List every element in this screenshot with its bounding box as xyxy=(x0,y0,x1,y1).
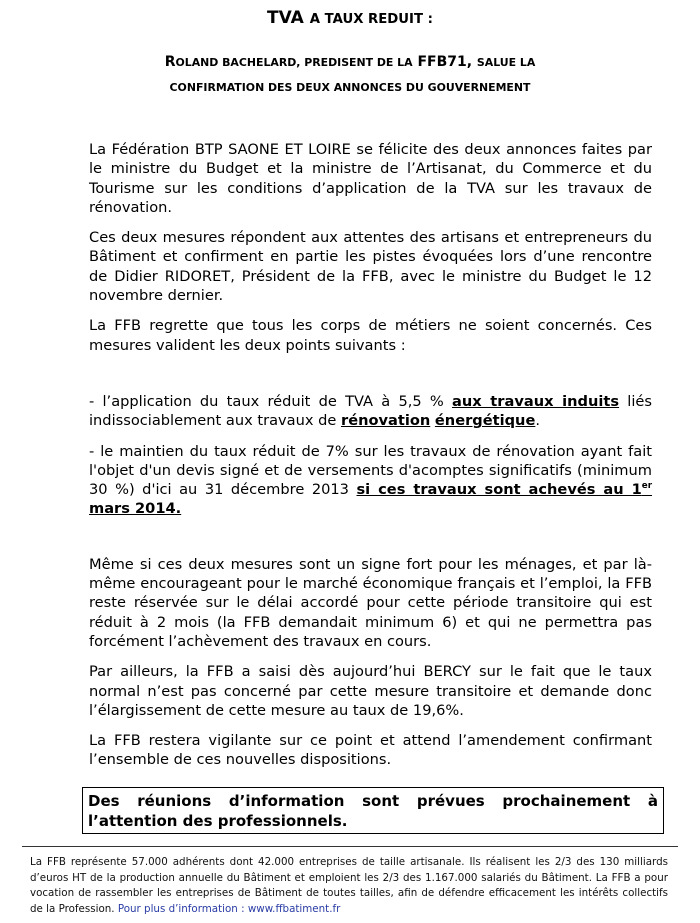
paragraph-measures: Ces deux mesures répondent aux attentes des artisans et entrepreneurs du Bâtiment et confirment en partie les pistes évoquées lors d’une rencontre de Didier RIDORET, Président de la FFB, avec le ministre du Budget le 12 novembre dernier. xyxy=(89,229,652,305)
info-box xyxy=(82,787,664,834)
footer-link[interactable]: Pour plus d’information : www.ffbatiment.fr xyxy=(117,902,341,915)
footer xyxy=(30,855,668,917)
document-subtitle xyxy=(0,50,700,100)
title-tva: TVA xyxy=(267,8,304,28)
list-item-1: - l’application du taux réduit de TVA à 5,5 % aux travaux induits liés indissociablement aux travaux de rénovation énergétique. xyxy=(89,392,652,430)
paragraph-reserve: Même si ces deux mesures sont un signe fort pour les ménages, et par là-même encourageant pour le marché économique français et l’emploi, la FFB reste réservée sur le délai accordé pour cette période transitoire qui est réduit à 2 mois (la FFB demandait minimum 6) et qui ne permettra pas forcément l’achèvement des travaux en cours. xyxy=(89,555,652,650)
paragraph-regret: La FFB regrette que tous les corps de métiers ne soient concernés. Ces mesures valident les deux points suivants : xyxy=(89,317,652,354)
paragraph-intro: La Fédération BTP SAONE ET LOIRE se félicite des deux annonces faites par le ministre du Budget et la ministre de l’Artisanat, du Commerce et du Tourisme sur les conditions d’application de la TVA sur les travaux de rénovation. xyxy=(89,141,652,216)
document-title xyxy=(0,8,700,28)
subtitle-line2: CONFIRMATION DES DEUX ANNONCES DU GOUVERNEMENT xyxy=(169,81,531,94)
list-item-2: - le maintien du taux réduit de 7% sur les travaux de rénovation ayant fait l'objet d'un devis signé et de versements d'acomptes significatifs (minimum 30 %) d'ici au 31 décembre 2013 si ces travaux sont achevés au 1er mars 2014. xyxy=(89,442,653,518)
info-box-text: Des réunions d’information sont prévues prochainement à l’attention des professionnels. xyxy=(88,792,658,830)
footer-text: La FFB représente 57.000 adhérents dont 42.000 entreprises de taille artisanale. Ils réalisent les 2/3 des 130 milliards d’euros HT de la production annuelle du Bâtiment et emploient les 2/3 des 1.167.000 salariés du Bâtiment. La FFB a pour vocation de rassembler les entreprises de Bâtiment de toutes tailles, afin de défendre efficacement les intérêts collectifs de la Profession. xyxy=(30,856,668,915)
paragraph-vigilance: La FFB restera vigilante sur ce point et attend l’amendement confirmant l’ensemble de ces nouvelles dispositions. xyxy=(89,732,652,769)
paragraph-bercy: Par ailleurs, la FFB a saisi dès aujourd’hui BERCY sur le fait que le taux normal n’est pas concerné par cette mesure transitoire et demande donc l’élargissement de cette mesure au taux de 19,6%. xyxy=(89,663,652,719)
title-rest: A TAUX REDUIT : xyxy=(309,12,433,27)
document-body xyxy=(89,140,652,770)
footer-divider xyxy=(22,846,678,847)
subtitle-line1: ROLAND BACHELARD, PREDISENT DE LA FFB71, SALUE LA xyxy=(164,54,536,70)
